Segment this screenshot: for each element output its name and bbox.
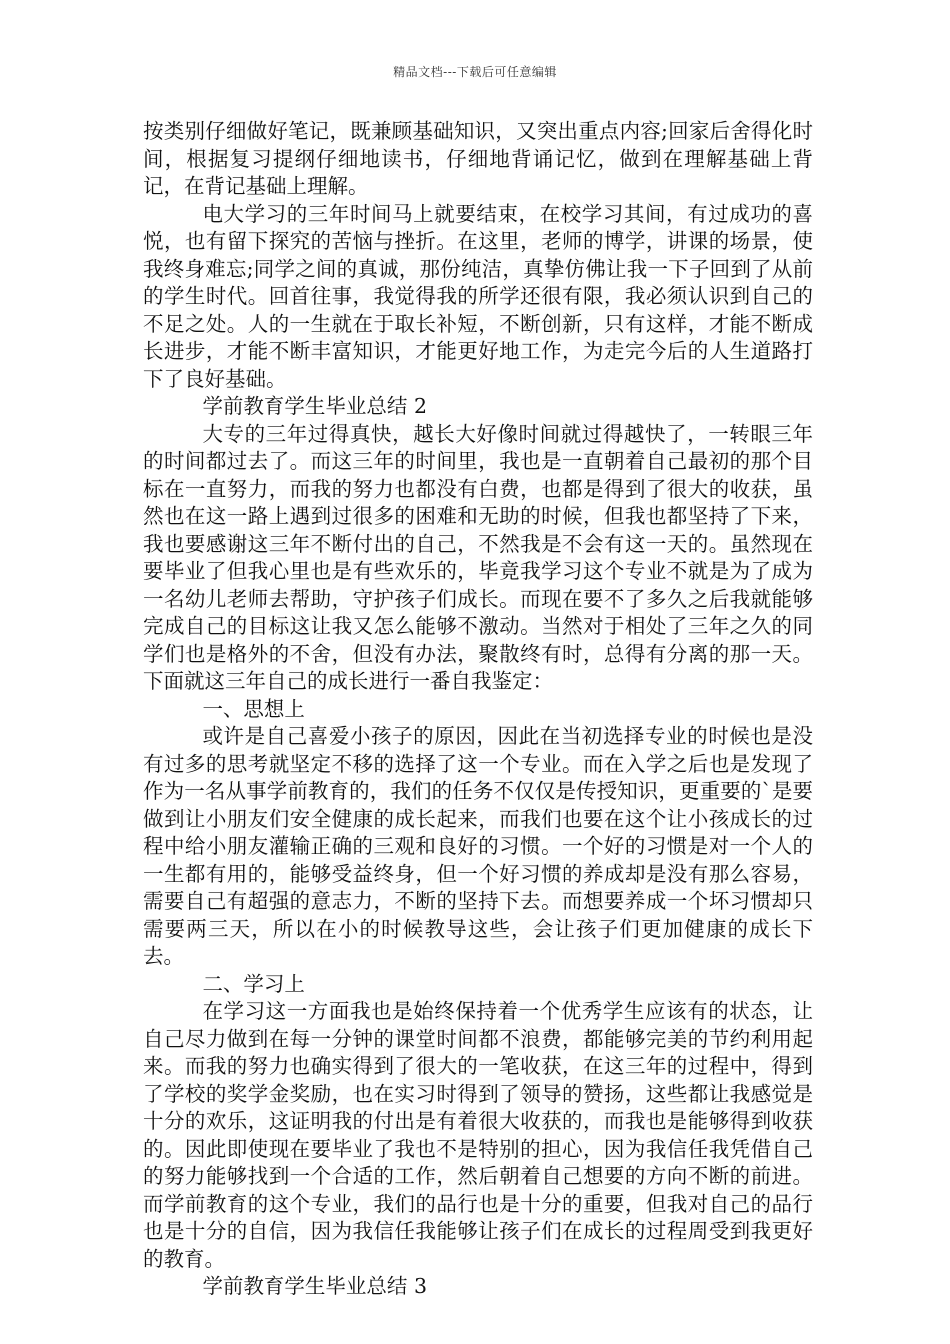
section-heading: 学前教育学生毕业总结 3 — [202, 1274, 427, 1298]
section-heading: 学前教育学生毕业总结 2 — [202, 394, 427, 418]
subsection-heading: 二、学习上 — [202, 971, 305, 996]
paragraph: 电大学习的三年时间马上就要结束，在校学习其间，有过成功的喜悦，也有留下探究的苦恼与挫折。在这里，老师的博学，讲课的场景，使我终身难忘;同学之间的真诚，那份纯洁，真挚仿佛让我一下子回到了从前的学生时代。回首往事，我觉得我的所学还很有限，我必须认识到自己的不足之处。人的一生就在于取长补短，不断创新，只有这样，才能不断成长进步，才能不断丰富知识，才能更好地工作，为走完今后的人生道路打下了良好基础。 — [143, 201, 813, 391]
paragraph: 按类别仔细做好笔记，既兼顾基础知识，又突出重点内容;回家后舍得化时间，根据复习提纲仔细地读书，仔细地背诵记忆，做到在理解基础上背记，在背记基础上理解。 — [143, 119, 813, 198]
page-header: 精品文档---下载后可任意编辑 — [393, 65, 557, 79]
paragraph: 在学习这一方面我也是始终保持着一个优秀学生应该有的状态，让自己尽力做到在每一分钟的课堂时间都不浪费，都能够完美的节约利用起来。而我的努力也确实得到了很大的一笔收获，在这三年的过程中，得到了学校的奖学金奖励，也在实习时得到了领导的赞扬，这些都让我感觉是十分的欢乐，这证明我的付出是有着很大收获的，而我也是能够得到收获的。因此即使现在要毕业了我也不是特别的担心，因为我信任我凭借自己的努力能够找到一个合适的工作，然后朝着自己想要的方向不断的前进。而学前教育的这个专业，我们的品行也是十分的重要，但我对自己的品行也是十分的自信，因为我信任我能够让孩子们在成长的过程周受到我更好的教育。 — [143, 999, 813, 1271]
subsection-heading: 一、思想上 — [202, 696, 305, 721]
paragraph: 或许是自己喜爱小孩子的原因，因此在当初选择专业的时候也是没有过多的思考就坚定不移的选择了这一个专业。而在入学之后也是发现了作为一名从事学前教育的，我们的任务不仅仅是传授知识，更重要的`是要做到让小朋友们安全健康的成长起来，而我们也要在这个让小孩成长的过程中给小朋友灌输正确的三观和良好的习惯。一个好的习惯是对一个人的一生都有用的，能够受益终身，但一个好习惯的养成却是没有那么容易，需要自己有超强的意志力，不断的坚持下去。而想要养成一个坏习惯却只需要两三天，所以在小的时候教导这些，会让孩子们更加健康的成长下去。 — [143, 724, 813, 968]
paragraph: 大专的三年过得真快，越长大好像时间就过得越快了，一转眼三年的时间都过去了。而这三年的时间里，我也是一直朝着自己最初的那个目标在一直努力，而我的努力也都没有白费，也都是得到了很大的收获，虽然也在这一路上遇到过很多的困难和无助的时候，但我也都坚持了下来，我也要感谢这三年不断付出的自己，不然我是不会有这一天的。虽然现在要毕业了但我心里也是有些欢乐的，毕竟我学习这个专业不就是为了成为一名幼儿老师去帮助，守护孩子们成长。而现在要不了多久之后我就能够完成自己的目标这让我又怎么能够不激动。当然对于相处了三年之久的同学们也是格外的不舍，但没有办法，聚散终有时，总得有分离的那一天。下面就这三年自己的成长进行一番自我鉴定： — [143, 421, 813, 693]
document-body — [143, 118, 813, 1301]
